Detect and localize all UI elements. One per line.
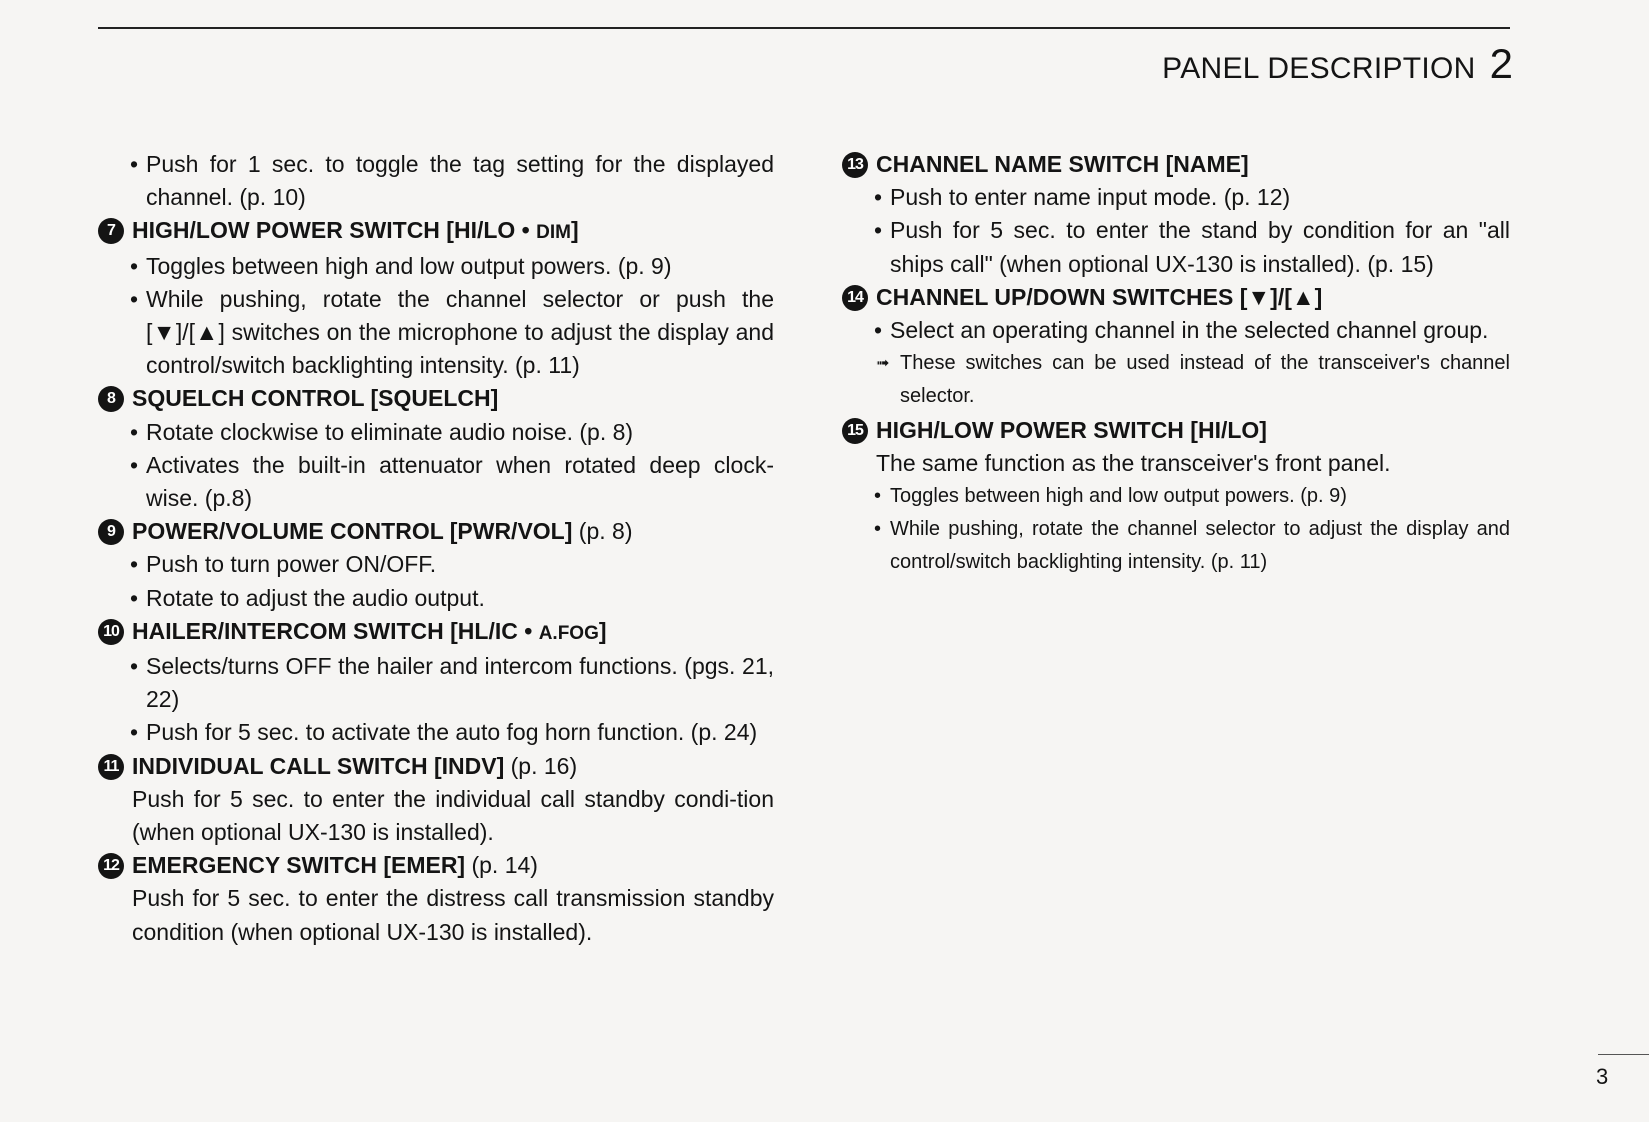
- item-11-body: Push for 5 sec. to enter the individual call standby condi-tion (when optional UX-130 is installed).: [132, 785, 774, 846]
- item-9-title: POWER/VOLUME CONTROL [PWR/VOL]: [132, 518, 573, 545]
- item-12-body: Push for 5 sec. to enter the distress call transmission standby condition (when optional UX-130 is installed).: [132, 885, 774, 945]
- item-15-body: The same function as the transceiver's front panel.: [876, 449, 1391, 476]
- item-8-title: SQUELCH CONTROL [SQUELCH]: [132, 385, 499, 412]
- item-10-heading: [98, 615, 774, 650]
- item-7-bullet-1: • Toggles between high and low output powers. (p. 9): [98, 250, 774, 283]
- item-13-heading: [842, 148, 1510, 181]
- item-12-title: EMERGENCY SWITCH [EMER]: [132, 852, 466, 879]
- item-9-page-ref: (p. 8): [578, 518, 633, 545]
- item-9-bullet-1: • Push to turn power ON/OFF.: [98, 548, 774, 581]
- item-10-title-sub: A.FOG: [538, 622, 599, 644]
- item-9-heading: [98, 515, 774, 548]
- item-15-bullet-1: • Toggles between high and low output powers. (p. 9): [842, 480, 1510, 513]
- item-14-number-badge: 14: [842, 285, 868, 311]
- item-15-heading: [842, 414, 1510, 447]
- item-9-bullet-2: • Rotate to adjust the audio output.: [98, 582, 774, 615]
- item-14-note-text: These switches can be used instead of the transceiver's channel selector.: [900, 352, 1510, 408]
- right-column: [842, 148, 1510, 580]
- item-10-title-end: ]: [598, 617, 607, 644]
- item-11-number-badge: 11: [98, 754, 124, 780]
- section-title: PANEL DESCRIPTION: [1162, 52, 1476, 85]
- item-12-heading: [98, 849, 774, 882]
- item-7-title-end: ]: [570, 217, 579, 244]
- item-7-title-sub: DIM: [536, 222, 571, 244]
- item-7-bullet-2: • While pushing, rotate the channel selector or push the [▼]/[▲] switches on the microphone to adjust the display and control/switch backlighting intensity. (p. 11): [98, 283, 774, 383]
- intro-bullet: • Push for 1 sec. to toggle the tag setting for the displayed channel. (p. 10): [98, 148, 774, 214]
- item-11-page-ref: (p. 16): [510, 752, 578, 779]
- item-8-bullet-1: • Rotate clockwise to eliminate audio noise. (p. 8): [98, 416, 774, 449]
- item-12-page-ref: (p. 14): [471, 852, 538, 879]
- item-13-bullet-2: • Push for 5 sec. to enter the stand by condition for an "all ships call" (when optional UX-130 is installed). (p. 15): [842, 214, 1510, 280]
- item-15-title: HIGH/LOW POWER SWITCH [HI/LO]: [876, 416, 1267, 443]
- item-7-number-badge: 7: [98, 218, 124, 244]
- item-7-heading: [98, 214, 774, 249]
- top-rule: [98, 27, 1510, 29]
- item-10-bullet-1: • Selects/turns OFF the hailer and intercom functions. (pgs. 21, 22): [98, 650, 774, 716]
- page-header: [1162, 40, 1513, 88]
- chapter-number: 2: [1489, 40, 1513, 87]
- arrow-icon: ➟: [876, 355, 890, 373]
- item-15-number-badge: 15: [842, 418, 868, 444]
- item-13-bullet-1: • Push to enter name input mode. (p. 12): [842, 181, 1510, 214]
- item-15-bullet-2: • While pushing, rotate the channel selector to adjust the display and control/switch backlighting intensity. (p. 11): [842, 513, 1510, 579]
- item-7-title: HIGH/LOW POWER SWITCH [HI/LO •: [132, 217, 530, 244]
- item-13-number-badge: 13: [842, 152, 868, 178]
- item-14-bullet-1: • Select an operating channel in the selected channel group.: [842, 314, 1510, 347]
- item-8-bullet-2: • Activates the built-in attenuator when rotated deep clock-wise. (p.8): [98, 449, 774, 515]
- page-number: 3: [1596, 1064, 1609, 1089]
- item-9-number-badge: 9: [98, 519, 124, 545]
- item-13-title: CHANNEL NAME SWITCH [NAME]: [876, 151, 1249, 177]
- item-14-heading: [842, 281, 1510, 314]
- left-column: [98, 148, 774, 949]
- item-8-heading: [98, 382, 774, 415]
- item-11-heading: [98, 750, 774, 783]
- item-11-title: INDIVIDUAL CALL SWITCH [INDV]: [132, 752, 505, 779]
- item-14-title: CHANNEL UP/DOWN SWITCHES [▼]/[▲]: [876, 283, 1323, 310]
- page-number-rule: [1598, 1054, 1649, 1055]
- item-10-bullet-2: • Push for 5 sec. to activate the auto fog horn function. (p. 24): [98, 716, 774, 749]
- item-8-number-badge: 8: [98, 386, 124, 412]
- item-12-number-badge: 12: [98, 853, 124, 879]
- item-10-number-badge: 10: [98, 619, 124, 645]
- item-14-note: [842, 347, 1510, 413]
- item-10-title: HAILER/INTERCOM SWITCH [HL/IC •: [132, 617, 533, 644]
